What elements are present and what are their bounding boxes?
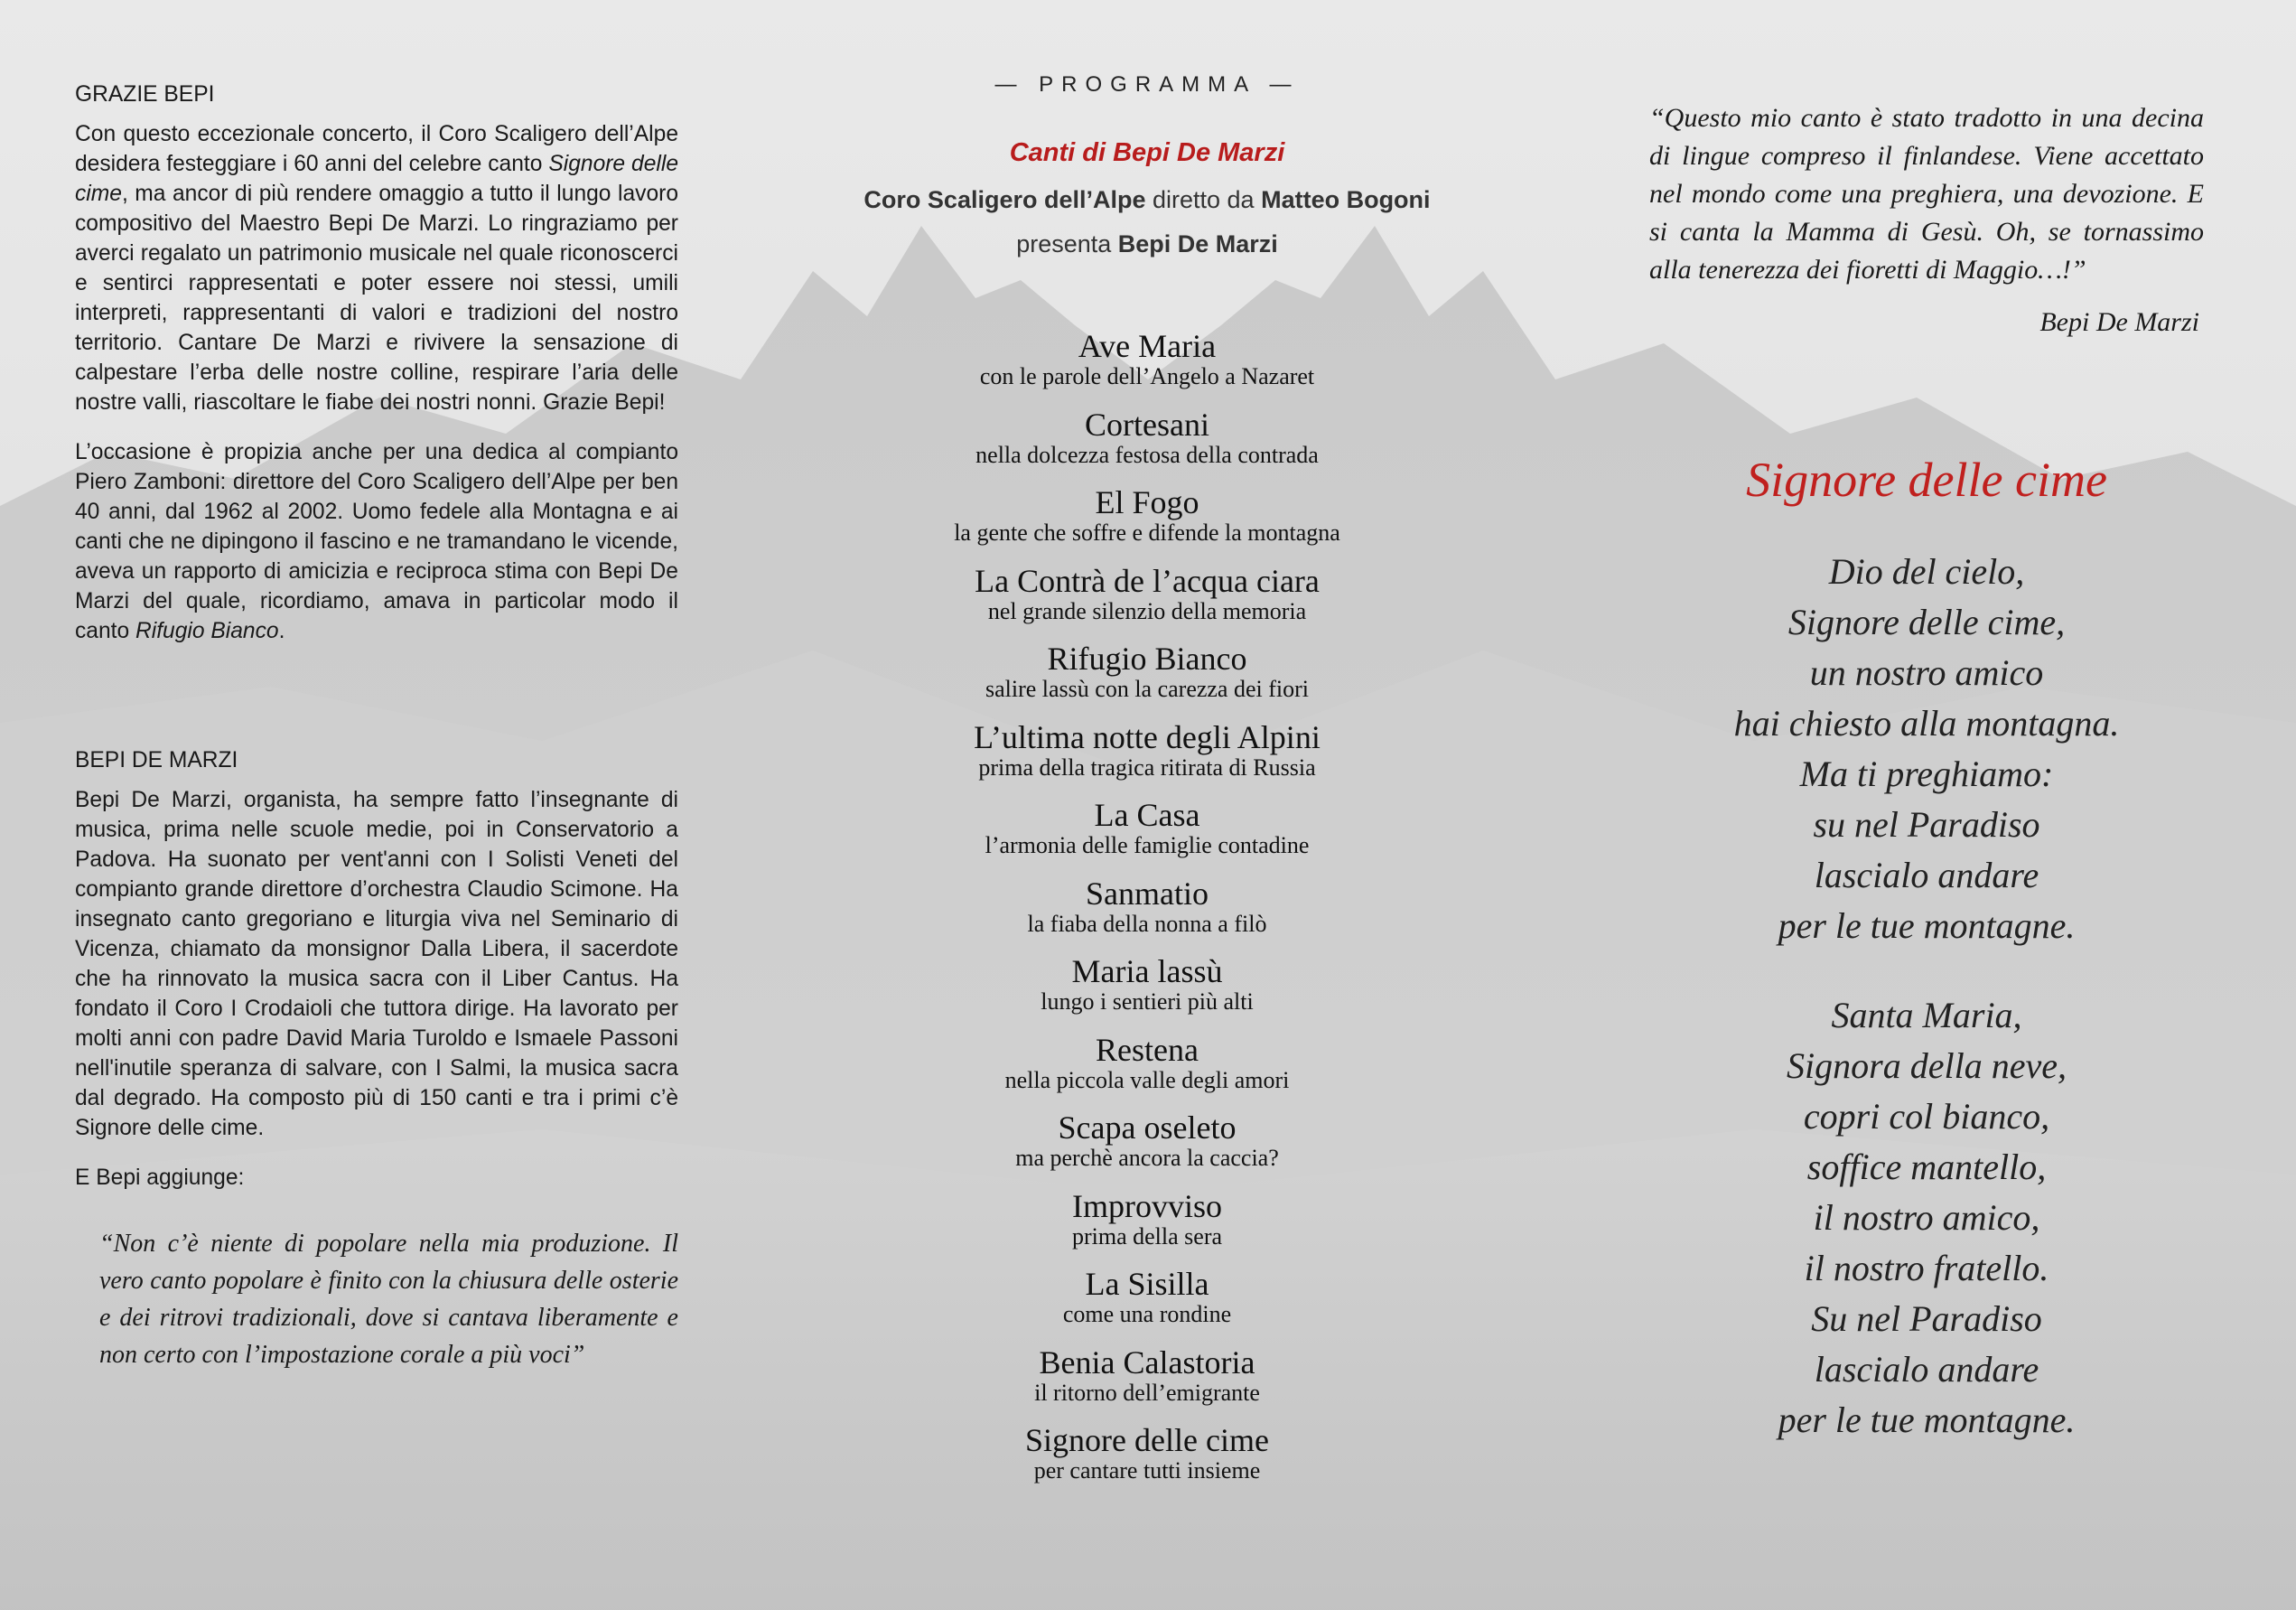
- song-title: La Casa: [1094, 797, 1200, 833]
- coro-director: Matteo Bogoni: [1261, 186, 1431, 213]
- poem-line: il nostro amico,: [1813, 1197, 2040, 1238]
- song-title: Benia Calastoria: [1039, 1343, 1255, 1381]
- song-item: [686, 1110, 1608, 1189]
- poem: [1649, 547, 2204, 1446]
- song-subtitle: lungo i sentieri più alti: [1041, 988, 1254, 1015]
- poem-line: un nostro amico: [1809, 652, 2044, 693]
- paragraph-biografia: Bepi De Marzi, organista, ha sempre fatto l’insegnante di musica, prima nelle scuole medie, poi in Conservatorio a Padova. Ha suonato per vent'anni con I Solisti Veneti del compianto grande direttore d’orchestra Claudio Scimone. Ha insegnato canto gregoriano e liturgia viva nel Seminario di Vicenza, chiamato da monsignor Dalla Libera, il sacerdote che ha rinnovato la musica sacra con il Liber Cantus. Ha fondato il Coro I Crodaioli che tuttora dirige. Ha lavorato per molti anni con padre David Maria Turoldo e Ismaele Passoni nell'inutile speranza di salvare, con I Salmi, la musica sacra dal degrado. Ha composto più di 150 canti e tra i primi c’è Signore delle cime.: [75, 788, 678, 1140]
- canti-title: Canti di Bepi De Marzi: [1009, 138, 1285, 167]
- song-item: [686, 485, 1608, 564]
- song-item: [686, 641, 1608, 720]
- song-subtitle: salire lassù con la carezza dei fiori: [985, 676, 1310, 702]
- programma-heading: — PROGRAMMA —: [994, 72, 1300, 97]
- song-title: Ave Maria: [1078, 328, 1217, 364]
- poem-line: lascialo andare: [1814, 855, 2039, 895]
- coro-line: [686, 186, 1608, 214]
- coro-mid: diretto da: [1145, 186, 1262, 213]
- song-item: [686, 1267, 1608, 1345]
- poem-title: Signore delle cime: [1746, 453, 2107, 507]
- heading-bepi-de-marzi: BEPI DE MARZI: [75, 748, 238, 772]
- song-subtitle: nella piccola valle degli amori: [1004, 1066, 1290, 1093]
- song-subtitle: per cantare tutti insieme: [1033, 1457, 1261, 1484]
- song-item: [686, 1033, 1608, 1111]
- song-subtitle: l’armonia delle famiglie contadine: [985, 832, 1310, 858]
- song-title: Improvviso: [1072, 1187, 1222, 1224]
- poem-line: hai chiesto alla montagna.: [1733, 703, 2120, 744]
- song-title: Restena: [1096, 1031, 1199, 1068]
- song-item: [686, 798, 1608, 876]
- song-title: Sanmatio: [1086, 875, 1209, 912]
- song-title: El Fogo: [1095, 484, 1199, 520]
- song-subtitle: prima della tragica ritirata di Russia: [978, 754, 1316, 781]
- paragraph-dedica: L’occasione è propizia anche per una dedica al compianto Piero Zamboni: direttore del Coro Scaligero dell’Alpe per ben 40 anni, dal 1962 al 2002. Uomo fedele alla Montagna e ai canti che ne dipingono il fascino e ne tramandano le vicende, aveva un rapporto di amicizia e reciproca stima con Bepi De Marzi del quale, ricordiamo, amava in particolar modo il canto Rifugio Bianco.: [75, 440, 678, 643]
- song-title: Maria lassù: [1071, 953, 1223, 989]
- poem-line: soffice mantello,: [1806, 1147, 2047, 1187]
- right-column: [1649, 99, 2204, 338]
- poem-line: su nel Paradiso: [1813, 804, 2040, 845]
- song-title: L’ultima notte degli Alpini: [974, 718, 1321, 755]
- poem-line: Dio del cielo,: [1828, 551, 2025, 592]
- song-list: [686, 329, 1608, 1502]
- poem-line: copri col bianco,: [1803, 1096, 2050, 1137]
- coro-name: Coro Scaligero dell’Alpe: [863, 186, 1146, 213]
- quote-signature: Bepi De Marzi: [2039, 307, 2199, 337]
- song-title: Scapa oseleto: [1058, 1109, 1237, 1146]
- poem-line: il nostro fratello.: [1804, 1248, 2049, 1288]
- song-title: Signore delle cime: [1025, 1422, 1269, 1458]
- song-subtitle: nella dolcezza festosa della contrada: [975, 441, 1319, 468]
- poem-line: Ma ti preghiamo:: [1799, 754, 2054, 794]
- song-subtitle: prima della sera: [1071, 1222, 1223, 1250]
- presenta-text: presenta: [1016, 230, 1118, 257]
- song-subtitle: come una rondine: [1062, 1301, 1232, 1327]
- song-subtitle: il ritorno dell’emigrante: [1034, 1379, 1260, 1406]
- song-item: [686, 876, 1608, 955]
- song-item: [686, 407, 1608, 486]
- song-item: [686, 1189, 1608, 1268]
- middle-column: [686, 72, 1608, 1502]
- poem-line: Santa Maria,: [1831, 995, 2022, 1035]
- poem-line: per le tue montagne.: [1778, 905, 2076, 946]
- song-title: Cortesani: [1085, 406, 1209, 443]
- heading-grazie-bepi: GRAZIE BEPI: [75, 82, 215, 107]
- song-title: Rifugio Bianco: [1047, 641, 1247, 677]
- right-quote: “Questo mio canto è stato tradotto in una decina di lingue compreso il finlandese. Viene accettato nel mondo come una preghiera, una devozione. E si canta la Mamma di Gesù. Oh, se tornassimo alla tenerezza dei fioretti di Maggio…!”: [1649, 103, 2204, 285]
- song-subtitle: la gente che soffre e difende la montagna: [954, 520, 1340, 546]
- song-title: La Contrà de l’acqua ciara: [975, 562, 1320, 599]
- poem-line: Su nel Paradiso: [1811, 1298, 2042, 1339]
- presenta-line: [686, 230, 1608, 258]
- song-subtitle: la fiaba della nonna a filò: [1027, 910, 1267, 937]
- left-quote: “Non c’è niente di popolare nella mia produzione. Il vero canto popolare è finito con la chiusura delle osterie e dei ritrovi tradizionali, dove si cantava liberamente e non certo con l’impostazione corale a più voci”: [99, 1230, 678, 1369]
- poem-line: per le tue montagne.: [1778, 1399, 2076, 1440]
- song-item: [686, 1423, 1608, 1502]
- poem-line: Signore delle cime,: [1787, 602, 2066, 642]
- presenta-name: Bepi De Marzi: [1117, 230, 1278, 257]
- song-subtitle: nel grande silenzio della memoria: [987, 597, 1307, 624]
- song-subtitle: con le parole dell’Angelo a Nazaret: [979, 363, 1315, 389]
- song-item: [686, 954, 1608, 1033]
- song-item: [686, 564, 1608, 642]
- song-item: [686, 720, 1608, 799]
- left-column: [75, 80, 678, 1373]
- paragraph-aggiunge: E Bepi aggiunge:: [75, 1165, 245, 1190]
- stanza-gap: [1649, 951, 2204, 990]
- song-item: [686, 329, 1608, 407]
- poem-line: lascialo andare: [1814, 1349, 2039, 1390]
- paragraph-grazie: Con questo eccezionale concerto, il Coro Scaligero dell’Alpe desidera festeggiare i 60 anni del celebre canto Signore delle cime, ma ancor di più rendere omaggio a tutto il lungo lavoro compositivo del Maestro Bepi De Marzi. Lo ringraziamo per averci regalato un patrimonio musicale nel quale riconoscerci e sentirci rappresentati e poter essere noi stessi, umili interpreti, rappresentanti di valori e tradizioni del nostro territorio. Cantare De Marzi e rivivere la sensazione di calpestare l’erba delle nostre colline, respirare l’aria delle nostre valli, riascoltare le fiabe dei nostri nonni. Grazie Bepi!: [75, 122, 678, 415]
- song-title: La Sisilla: [1085, 1266, 1209, 1302]
- song-item: [686, 1345, 1608, 1424]
- song-subtitle: ma perchè ancora la caccia?: [1015, 1145, 1279, 1171]
- poem-line: Signora della neve,: [1787, 1045, 2067, 1086]
